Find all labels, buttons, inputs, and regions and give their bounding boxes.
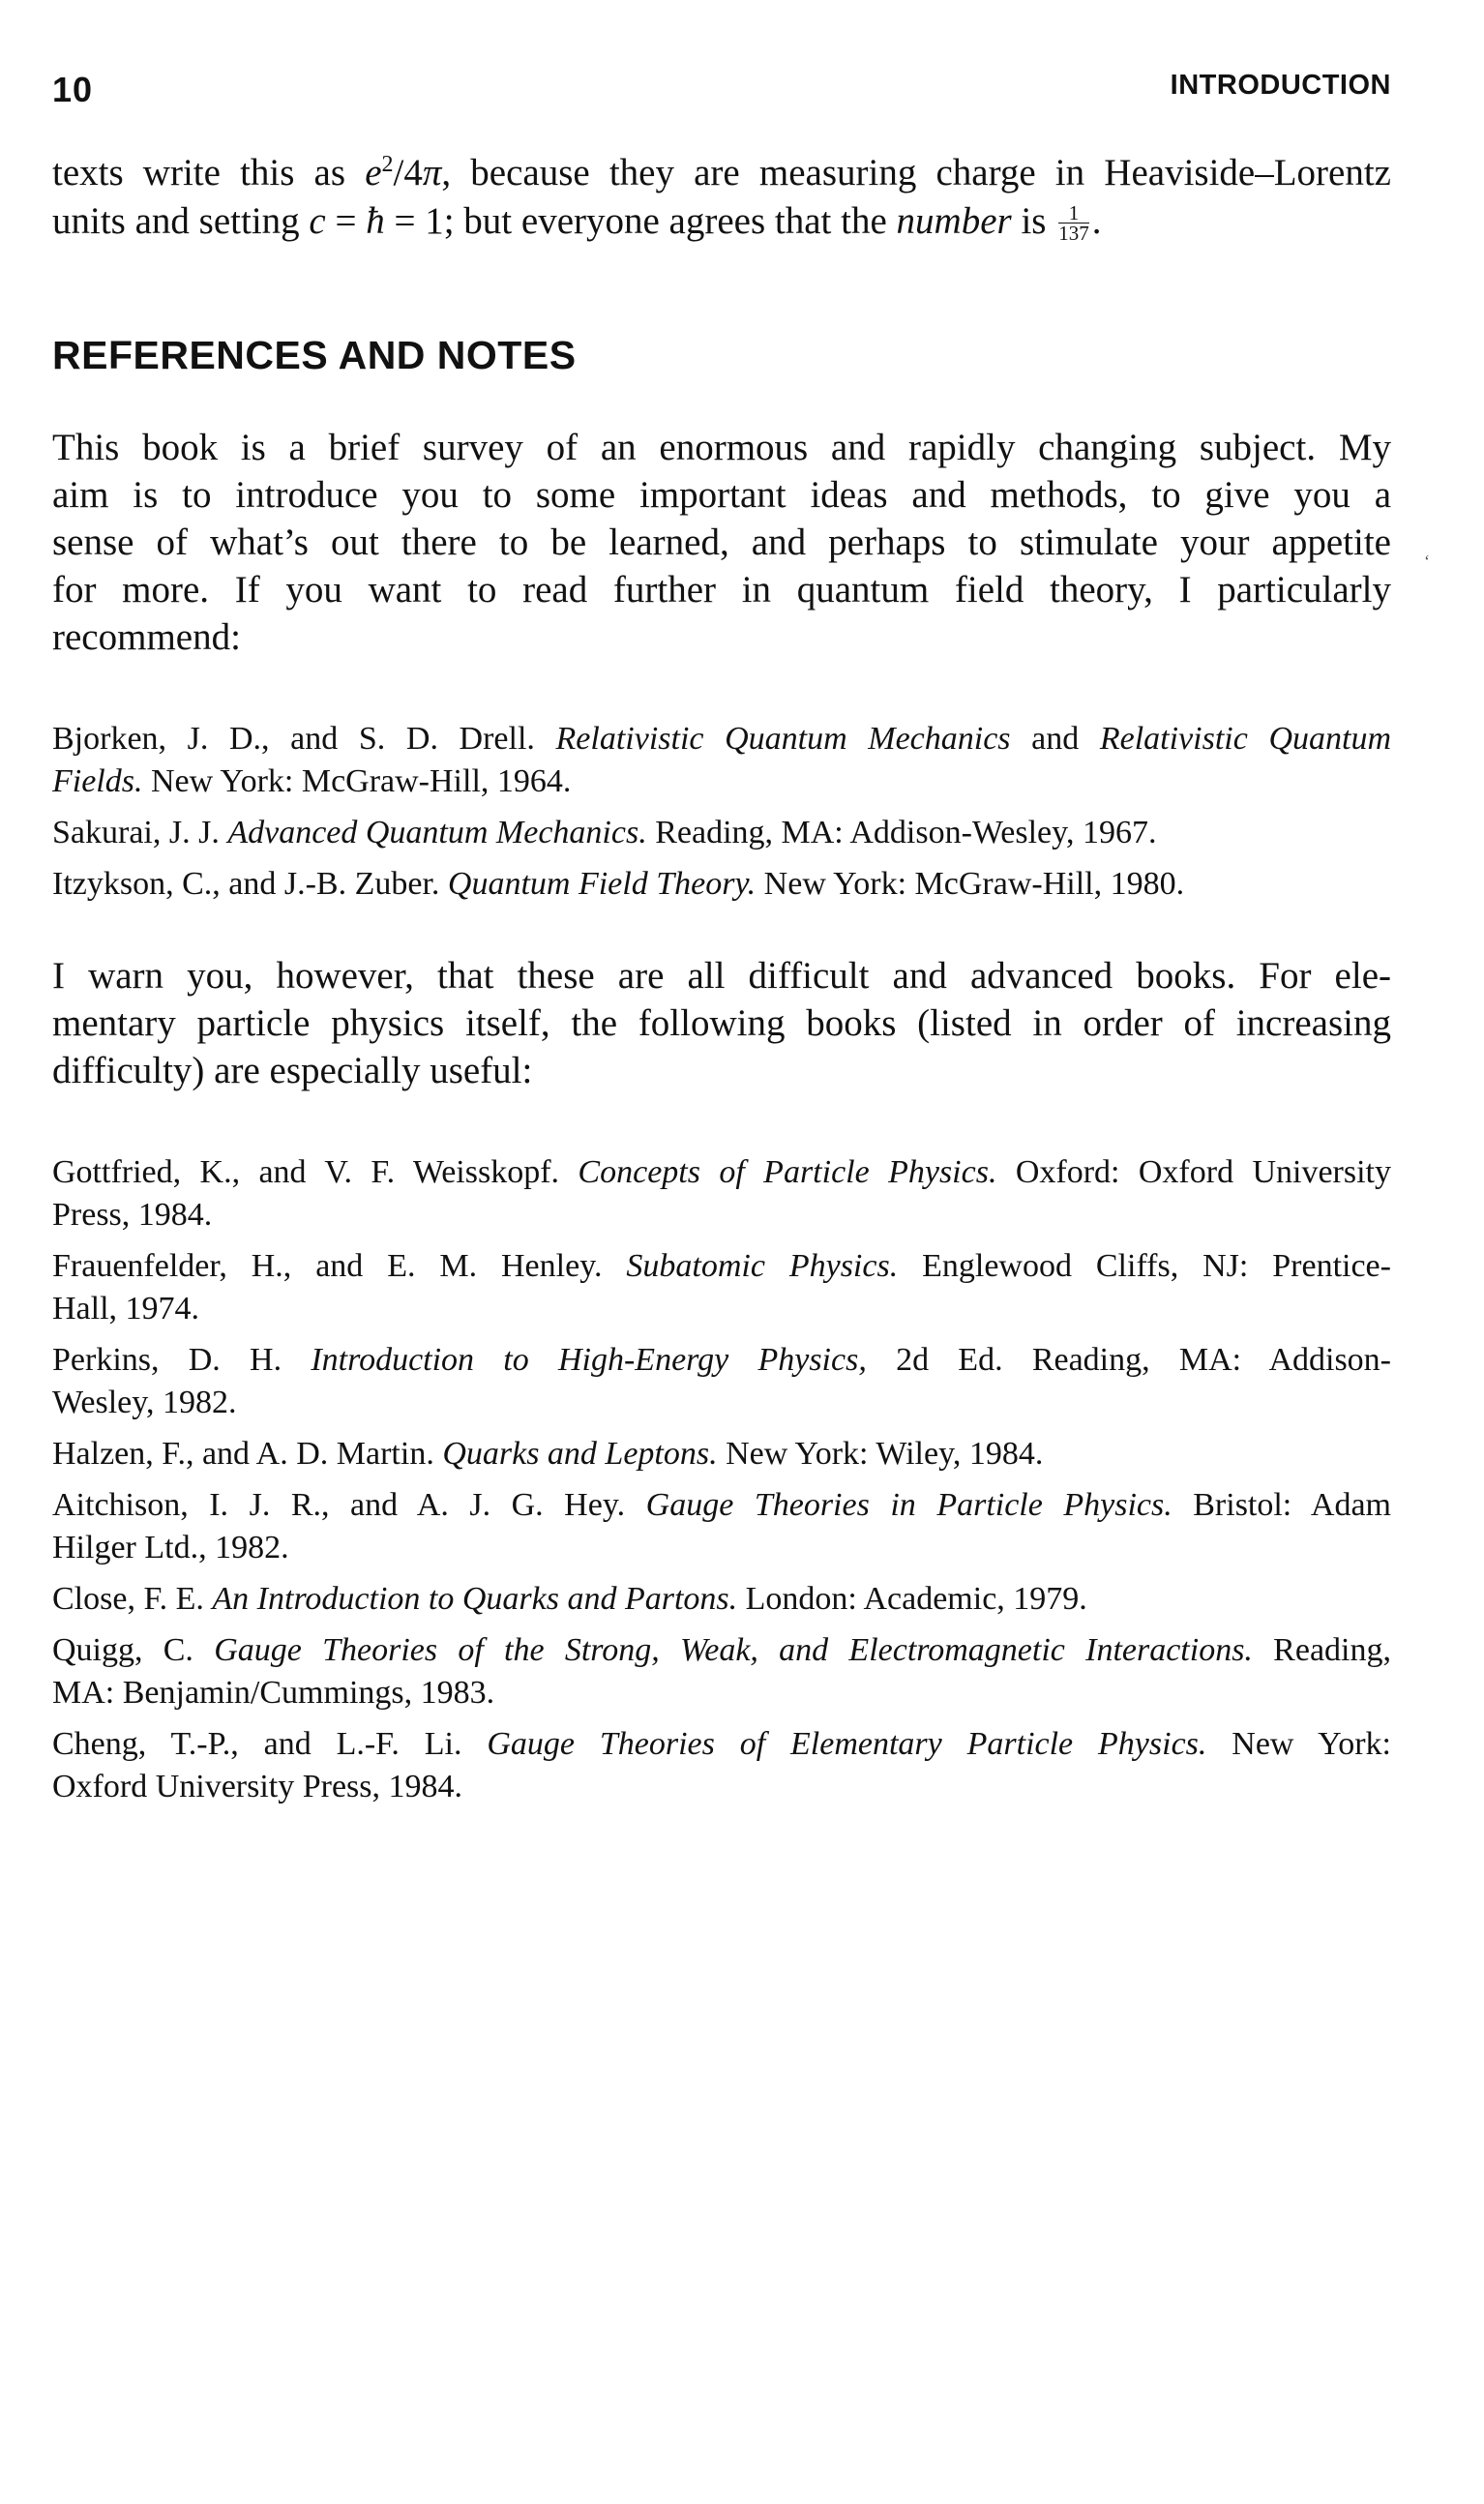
reference-title: Concepts of Particle Physics.: [578, 1154, 997, 1190]
reference-entry: [52, 1484, 1391, 1569]
paragraph-line: difficulty) are especially useful:: [52, 1050, 533, 1091]
paragraph-line: This book is a brief survey of an enormous and rapidly changing subject. My: [52, 427, 1391, 468]
reference-authors: Close, F. E.: [52, 1581, 213, 1617]
reference-publisher: London: Academic, 1979.: [737, 1581, 1087, 1617]
reference-entry: [52, 1723, 1391, 1808]
reference-title: Subatomic Physics.: [626, 1248, 899, 1284]
reference-entry: [52, 1245, 1391, 1330]
paragraph-line: for more. If you want to read further in quantum field theory, I particularly: [52, 569, 1391, 611]
paragraph-line: mentary particle physics itself, the following books (listed in order of increasing: [52, 1002, 1391, 1044]
reference-entry: [52, 1578, 1391, 1621]
reference-publisher: New York: Wiley, 1984.: [717, 1436, 1044, 1472]
reference-line: Wesley, 1982.: [52, 1385, 237, 1420]
paragraph-line: aim is to introduce you to some important ideas and methods, to give you a: [52, 474, 1391, 516]
reference-publisher: Reading,: [1252, 1632, 1391, 1668]
paragraph-line: sense of what’s out there to be learned, and perhaps to stimulate your appetite: [52, 522, 1391, 563]
reference-line: [52, 1151, 1391, 1194]
reference-entry: [52, 1629, 1391, 1714]
reference-authors: Cheng, T.-P., and L.-F. Li.: [52, 1726, 488, 1762]
reference-entry: [52, 1433, 1391, 1476]
reference-title: Quantum Field Theory.: [447, 866, 757, 902]
reference-publisher: Bristol: Adam: [1172, 1487, 1391, 1523]
reference-title: An Introduction to Quarks and Partons.: [212, 1581, 738, 1617]
reference-line: [52, 1245, 1391, 1288]
reference-title: Gauge Theories in Particle Physics.: [645, 1487, 1172, 1523]
reference-entry: [52, 1151, 1391, 1237]
reference-line: [52, 1339, 1392, 1382]
reference-title: Quarks and Leptons.: [442, 1436, 718, 1472]
reference-line: [52, 812, 1391, 854]
reference-authors: Bjorken, J. D., and S. D. Drell.: [52, 721, 556, 757]
reference-authors: Halzen, F., and A. D. Martin.: [52, 1436, 443, 1472]
reference-line: [52, 760, 1391, 803]
section-heading: REFERENCES AND NOTES: [52, 333, 577, 377]
fraction: [1058, 201, 1089, 246]
reference-line: [52, 1578, 1391, 1621]
reference-line: Press, 1984.: [52, 1197, 213, 1233]
reference-title: Relativistic Quantum: [1099, 721, 1391, 757]
page-number: 10: [52, 70, 94, 109]
reference-authors: Quigg, C.: [52, 1632, 215, 1668]
math-e: e: [365, 152, 382, 194]
text-run: and: [1010, 721, 1100, 757]
emphasis-number: number: [896, 200, 1012, 242]
text-run: texts write this as: [52, 152, 366, 194]
paragraph-particle-physics: [52, 952, 1391, 1094]
reference-title: Introduction to High-Energy Physics,: [311, 1342, 867, 1378]
reference-title: Advanced Quantum Mechanics.: [227, 815, 647, 850]
reference-publisher: New York: McGraw-Hill, 1964.: [142, 763, 572, 799]
reference-authors: Sakurai, J. J.: [52, 815, 228, 850]
reference-authors: Frauenfelder, H., and E. M. Henley.: [52, 1248, 627, 1284]
reference-line: [52, 863, 1391, 906]
fraction-denominator: 137: [1058, 222, 1089, 246]
paragraph-intro: [52, 424, 1391, 661]
math-pi: π: [422, 152, 442, 194]
continued-text-line-2: [52, 197, 1391, 246]
reference-entry: [52, 863, 1391, 906]
reference-publisher: Englewood Cliffs, NJ: Prentice-: [898, 1248, 1391, 1284]
text-run: = 1; but everyone agrees that the: [384, 200, 897, 242]
reference-authors: Itzykson, C., and J.-B. Zuber.: [52, 866, 448, 902]
reference-line: Oxford University Press, 1984.: [52, 1769, 463, 1804]
reference-list-particle-physics: [52, 1151, 1391, 1817]
fraction-numerator: 1: [1058, 203, 1089, 224]
paragraph-line: recommend:: [52, 616, 241, 658]
continued-text: [52, 149, 1391, 246]
reference-line: MA: Benjamin/Cummings, 1983.: [52, 1675, 495, 1711]
reference-authors: Gottfried, K., and V. F. Weisskopf.: [52, 1154, 579, 1190]
reference-entry: [52, 1339, 1391, 1424]
text-run: =: [325, 200, 367, 242]
math-exponent: 2: [381, 152, 394, 177]
reference-entry: [52, 812, 1391, 854]
reference-entry: [52, 718, 1391, 803]
margin-mark-glyph: ‘: [1424, 551, 1430, 571]
reference-authors: Aitchison, I. J. R., and A. J. G. Hey.: [52, 1487, 646, 1523]
reference-line: Hall, 1974.: [52, 1291, 200, 1327]
continued-text-line-1: [52, 149, 1391, 197]
reference-publisher: Oxford: Oxford University: [996, 1154, 1391, 1190]
reference-publisher: Reading, MA: Addison-Wesley, 1967.: [646, 815, 1157, 850]
text-run: , because they are measuring charge in Heaviside–Lorentz: [441, 152, 1391, 194]
reference-title: Gauge Theories of Elementary Particle Physics.: [487, 1726, 1207, 1762]
reference-title: Relativistic Quantum Mechanics: [555, 721, 1011, 757]
reference-authors: Perkins, D. H.: [52, 1342, 312, 1378]
reference-title: Fields.: [52, 763, 143, 799]
reference-title: Gauge Theories of the Strong, Weak, and Electromagnetic Interactions.: [214, 1632, 1253, 1668]
math-hbar: ħ: [366, 200, 385, 242]
text-run: .: [1091, 200, 1102, 242]
text-run: is: [1011, 200, 1056, 242]
reference-line: [52, 1629, 1391, 1672]
reference-line: [52, 1484, 1391, 1527]
reference-publisher: New York:: [1206, 1726, 1391, 1762]
reference-line: [52, 1433, 1391, 1476]
reference-list-qft: [52, 718, 1391, 914]
math-c: c: [309, 200, 326, 242]
paragraph-line: I warn you, however, that these are all difficult and advanced books. For ele-: [52, 955, 1391, 997]
reference-line: Hilger Ltd., 1982.: [52, 1530, 289, 1565]
reference-line: [52, 1723, 1391, 1766]
running-head: [52, 66, 1391, 112]
reference-publisher: New York: McGraw-Hill, 1980.: [756, 866, 1185, 902]
reference-publisher: 2d Ed. Reading, MA: Addison-: [866, 1342, 1392, 1378]
text-run: /4: [393, 152, 423, 194]
reference-line: [52, 718, 1391, 760]
text-run: units and setting: [52, 200, 310, 242]
chapter-title: INTRODUCTION: [1170, 70, 1391, 101]
